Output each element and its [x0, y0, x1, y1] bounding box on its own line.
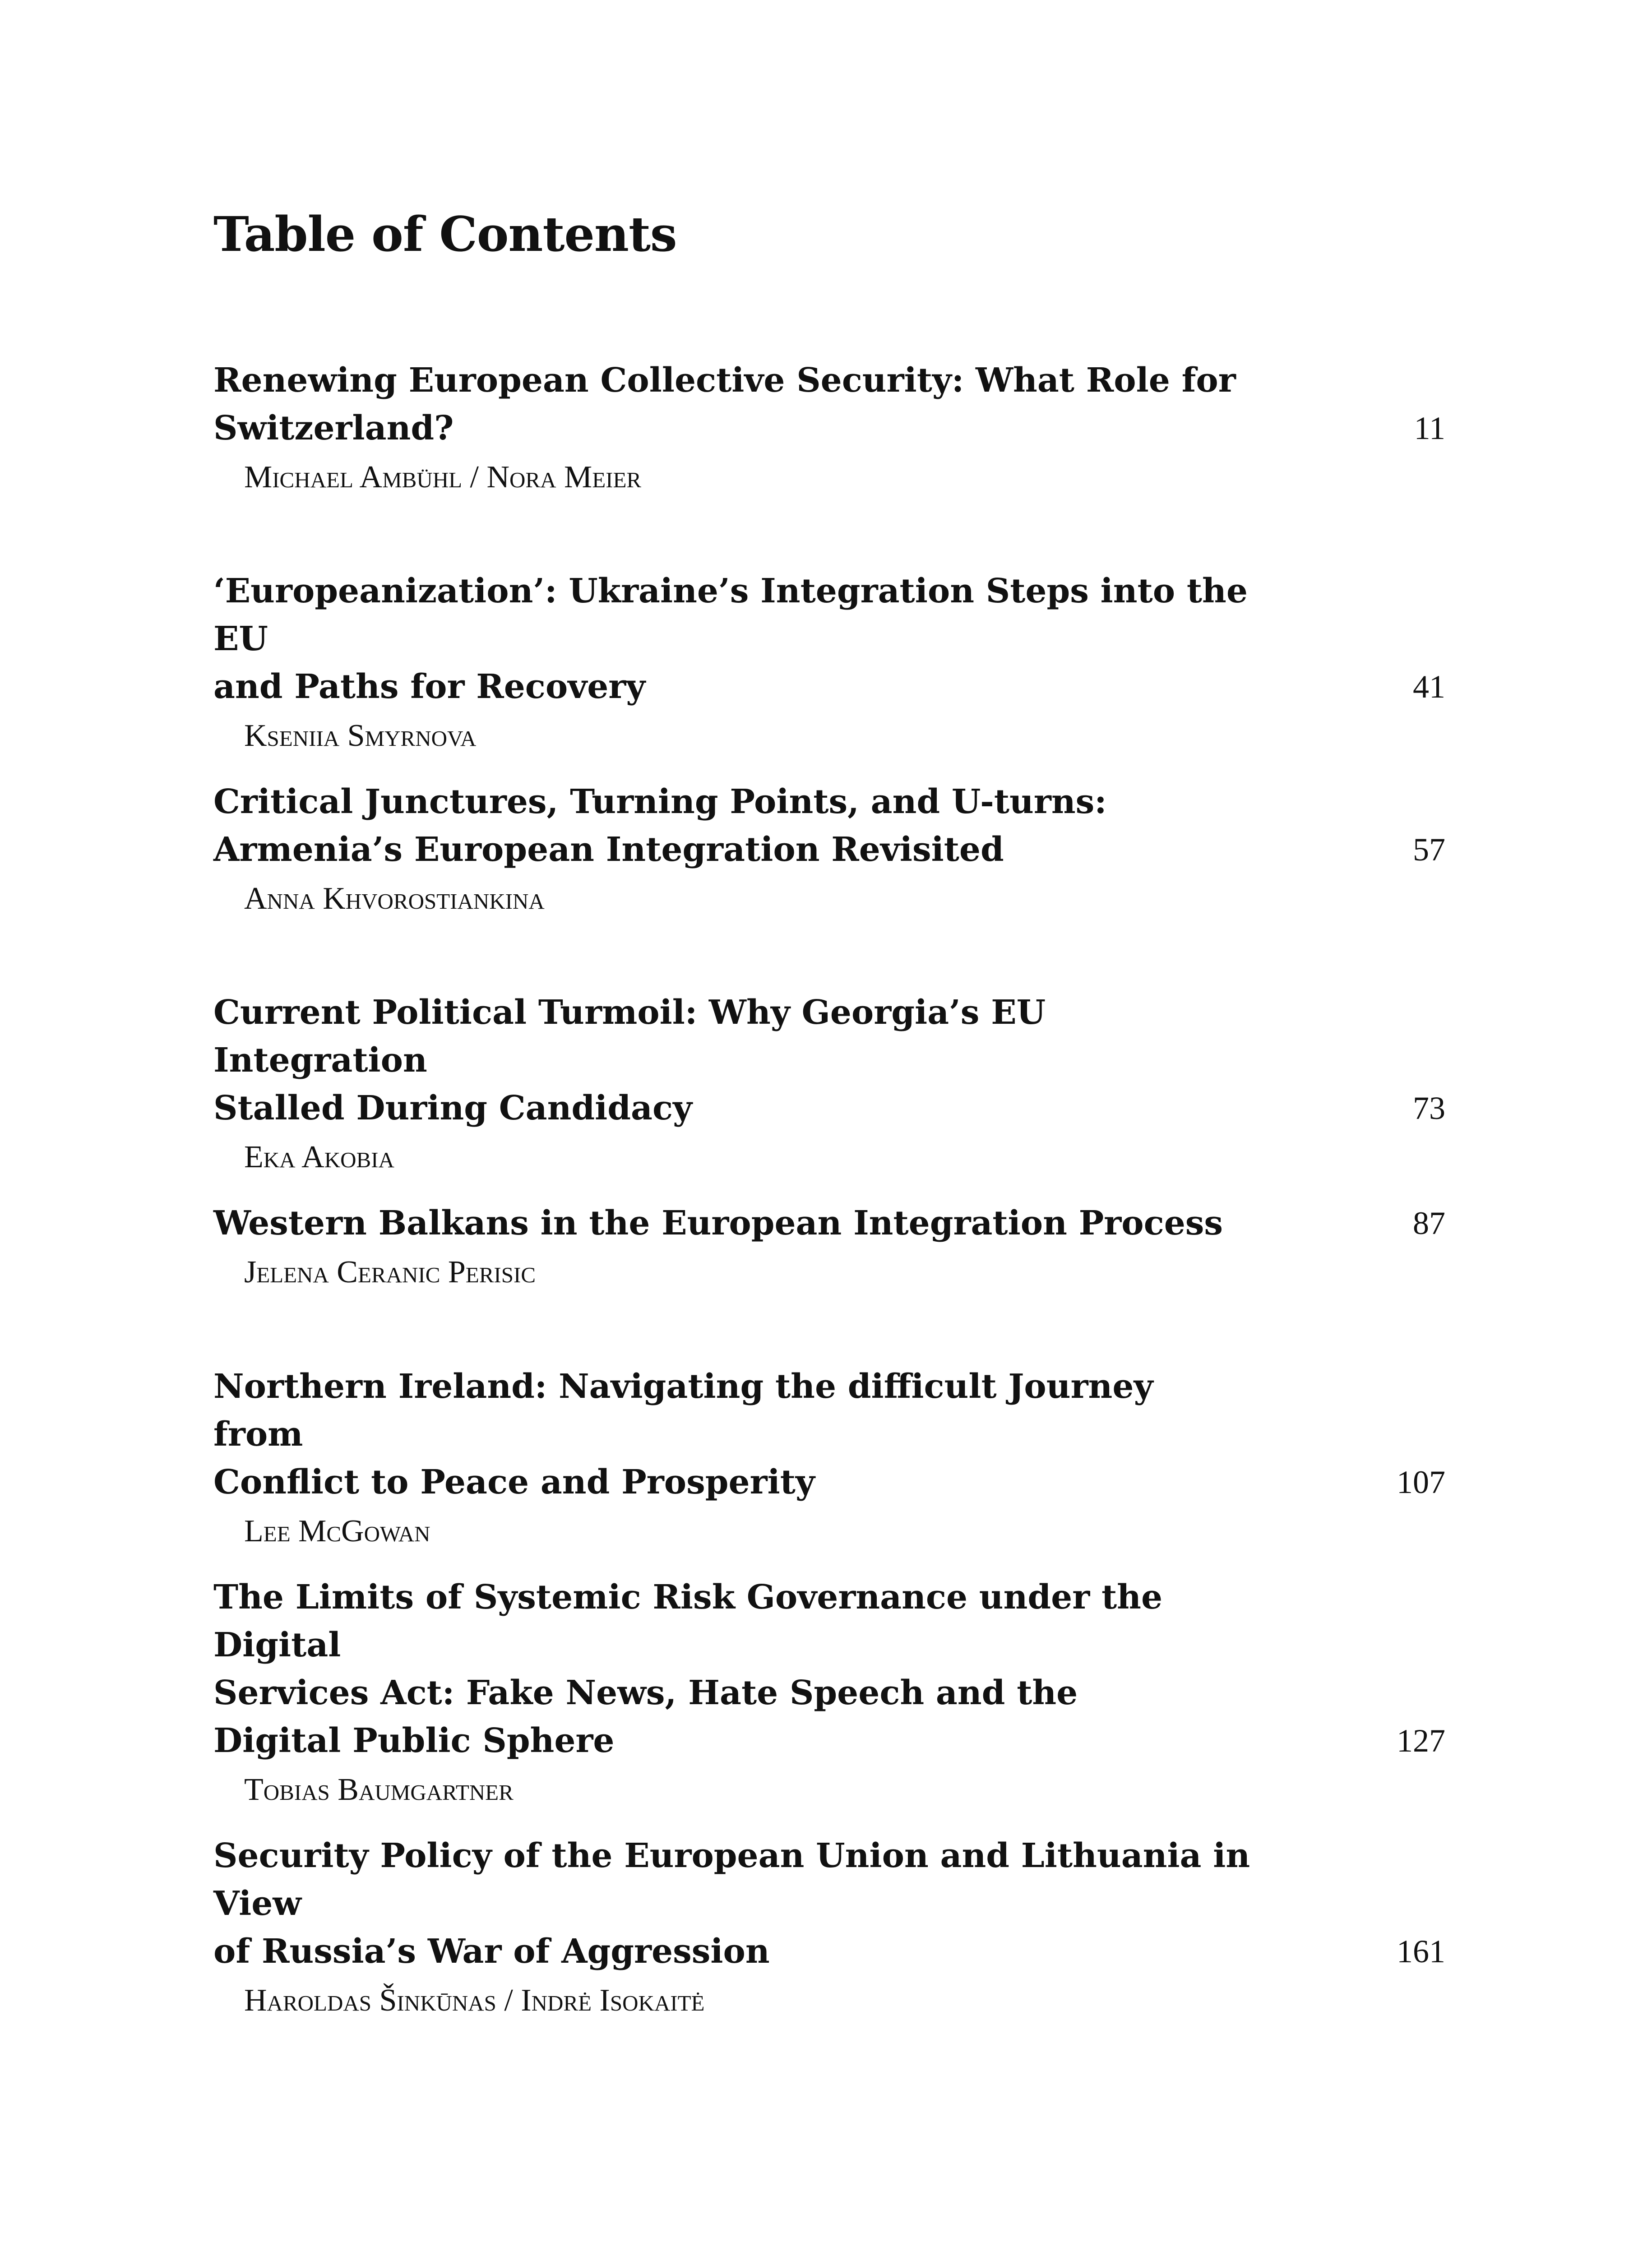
toc-entry	[213, 356, 1445, 500]
page-title: Table of Contents	[213, 206, 677, 262]
toc-entry	[213, 1363, 1445, 1554]
entry-author: Jelena Ceranic Perisic	[244, 1255, 536, 1290]
toc-entry	[213, 778, 1445, 921]
toc-entry	[213, 1199, 1445, 1295]
entry-title: Critical Junctures, Turning Points, and U-turns: Armenia’s European Integration Revisited	[213, 782, 1107, 869]
entry-heading-row	[213, 1363, 1445, 1506]
entry-heading-row	[213, 989, 1445, 1132]
entry-page-number: 87	[1413, 1205, 1445, 1241]
entry-heading-row	[213, 356, 1445, 452]
entry-page-number: 41	[1413, 669, 1445, 705]
toc-entry	[213, 989, 1445, 1180]
entry-page-number: 11	[1414, 410, 1445, 446]
entry-heading-row	[213, 1199, 1445, 1247]
entry-author: Haroldas Šinkūnas / Indrė Isokaitė	[244, 1983, 705, 2018]
entry-author: Eka Akobia	[244, 1140, 394, 1174]
entry-title: Renewing European Collective Security: What Role for Switzerland?	[213, 361, 1236, 448]
entry-title: Northern Ireland: Navigating the difficult Journey from Conflict to Peace and Prosperity	[213, 1367, 1153, 1502]
entry-author: Michael Ambühl / Nora Meier	[244, 460, 642, 495]
entry-page-number: 161	[1397, 1933, 1445, 1969]
toc-entry	[213, 1573, 1445, 1812]
entry-author: Tobias Baumgartner	[244, 1772, 514, 1807]
entry-page-number: 107	[1397, 1464, 1445, 1500]
entry-page-number: 127	[1397, 1723, 1445, 1759]
entry-page-number: 57	[1413, 832, 1445, 868]
entry-heading-row	[213, 567, 1445, 711]
entry-author: Anna Khvorostiankina	[244, 881, 545, 916]
entry-heading-row	[213, 1573, 1445, 1765]
entry-title: Security Policy of the European Union and Lithuania in View of Russia’s War of Aggression	[213, 1836, 1250, 1971]
entry-title: Western Balkans in the European Integration Process	[213, 1204, 1223, 1243]
entry-title: ‘Europeanization’: Ukraine’s Integration Steps into the EU and Paths for Recovery	[213, 572, 1248, 706]
entry-author: Lee McGowan	[244, 1514, 430, 1549]
toc-entry	[213, 1832, 1445, 2023]
toc-entry	[213, 567, 1445, 758]
entry-page-number: 73	[1413, 1090, 1445, 1126]
entry-heading-row	[213, 1832, 1445, 1975]
entry-heading-row	[213, 778, 1445, 874]
entry-author: Kseniia Smyrnova	[244, 718, 477, 753]
entry-title: The Limits of Systemic Risk Governance under the Digital Services Act: Fake News, Hate Speech and the Digital Public Sphere	[213, 1578, 1163, 1760]
entry-title: Current Political Turmoil: Why Georgia’s EU Integration Stalled During Candidacy	[213, 993, 1046, 1128]
